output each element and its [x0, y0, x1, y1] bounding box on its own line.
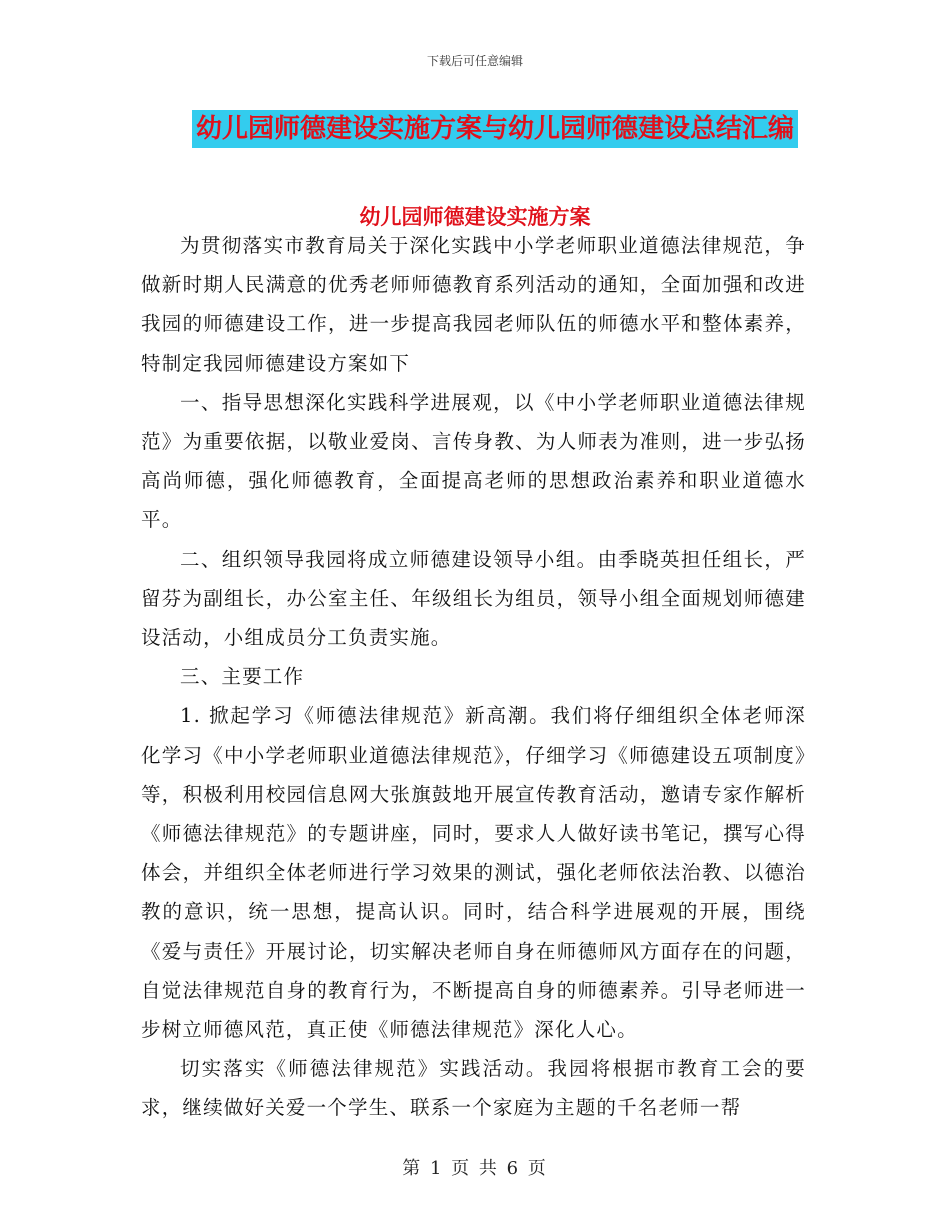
paragraph-organization: 二、组织领导我园将成立师德建设领导小组。由季晓英担任组长，严留芬为副组长，办公室主任、年级组长为组员，领导小组全面规划师德建设活动，小组成员分工负责实施。: [141, 547, 806, 650]
paragraph-practice-activities: 切实落实《师德法律规范》实践活动。我园将根据市教育工会的要求，继续做好关爱一个学生、联系一个家庭为主题的千名老师一帮: [141, 1057, 806, 1120]
document-body: [141, 226, 806, 1128]
paragraph-main-work-heading: 三、主要工作: [180, 665, 305, 689]
document-title: 幼儿园师德建设实施方案与幼儿园师德建设总结汇编: [192, 110, 798, 148]
page-header-note: 下载后可任意编辑: [426, 54, 523, 68]
paragraph-study-norms: 1. 掀起学习《师德法律规范》新高潮。我们将仔细组织全体老师深化学习《中小学老师职业道德法律规范》，仔细学习《师德建设五项制度》等，积极利用校园信息网大张旗鼓地开展宣传教育活动，邀请专家作解析《师德法律规范》的专题讲座，同时，要求人人做好读书笔记，撰写心得体会，并组织全体老师进行学习效果的测试，强化老师依法治教、以德治教的意识，统一思想，提高认识。同时，结合科学进展观的开展，围绕《爱与责任》开展讨论，切实解决老师自身在师德师风方面存在的问题，自觉法律规范自身的教育行为，不断提高自身的师德素养。引导老师进一步树立师德风范，真正使《师德法律规范》深化人心。: [141, 704, 806, 1042]
page-number: 第 1 页 共 6 页: [402, 1158, 548, 1179]
paragraph-intro: 为贯彻落实市教育局关于深化实践中小学老师职业道德法律规范，争做新时期人民满意的优秀老师师德教育系列活动的通知，全面加强和改进我园的师德建设工作，进一步提高我园老师队伍的师德水平和整体素养，特制定我园师德建设方案如下: [141, 234, 806, 375]
section-title: 幼儿园师德建设实施方案: [359, 205, 591, 229]
paragraph-guiding-ideology: 一、指导思想深化实践科学进展观，以《中小学老师职业道德法律规范》为重要依据，以敬业爱岗、言传身教、为人师表为准则，进一步弘扬高尚师德，强化师德教育，全面提高老师的思想政治素养和职业道德水平。: [141, 390, 806, 532]
